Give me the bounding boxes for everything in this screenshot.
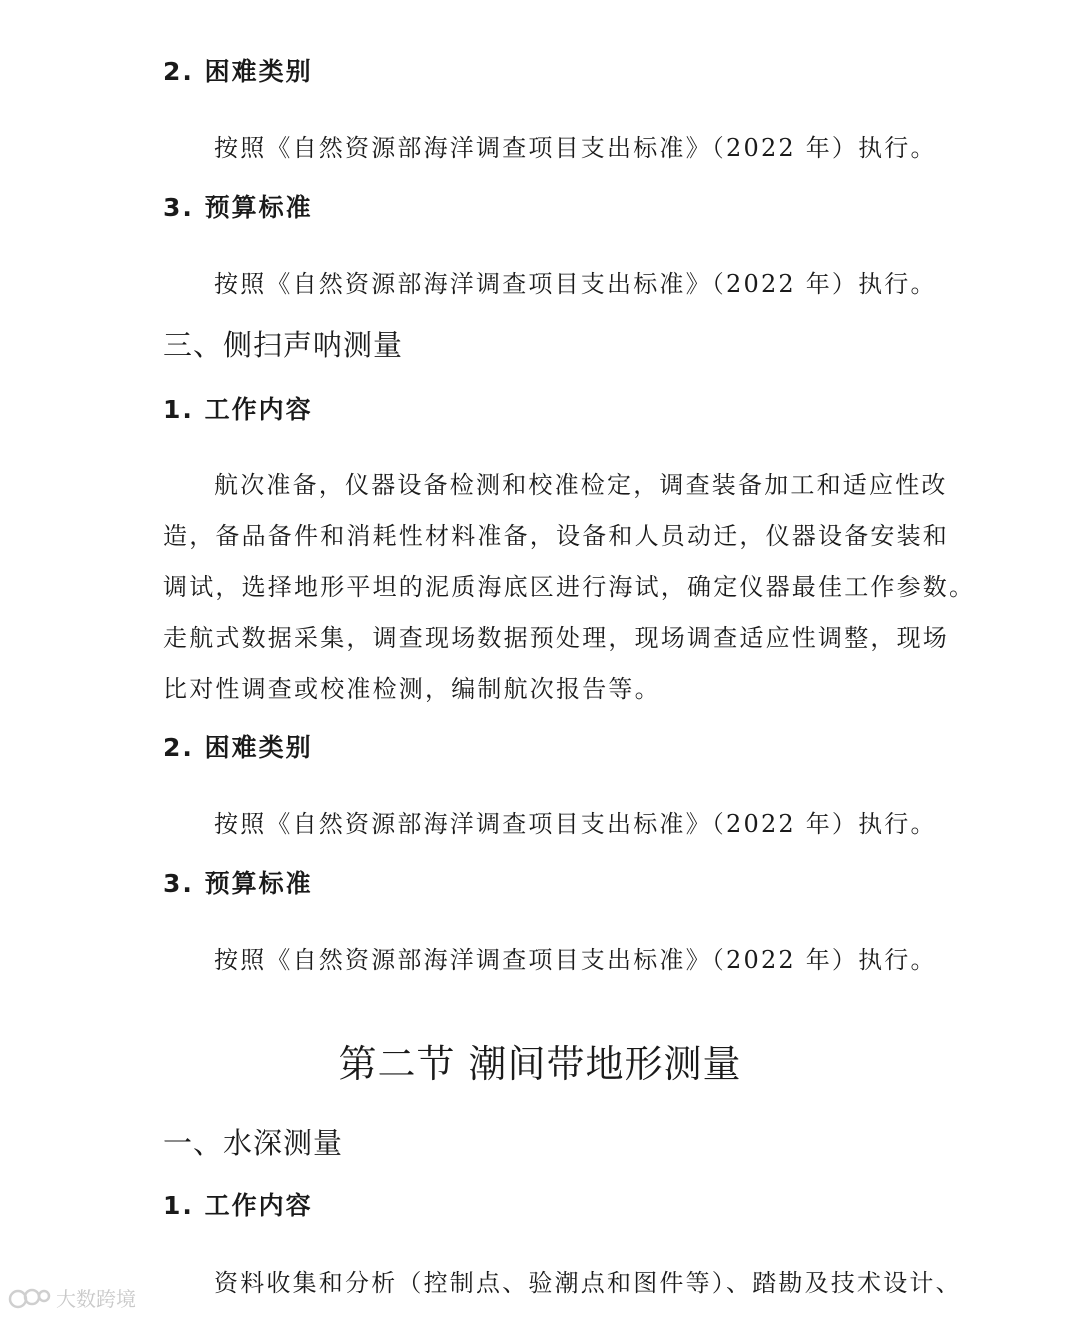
body-line: 走航式数据采集，调查现场数据预处理，现场调查适应性调整，现场 (163, 624, 949, 652)
subheading-difficulty-category: 2. 困难类别 (163, 57, 313, 86)
subheading-work-content: 1. 工作内容 (163, 395, 313, 424)
paragraph: 按照《自然资源部海洋调查项目支出标准》（2022 年）执行。 (214, 810, 937, 838)
body-line: 调试，选择地形平坦的泥质海底区进行海试，确定仪器最佳工作参数。 (163, 573, 976, 601)
subheading-budget-standard: 3. 预算标准 (163, 193, 313, 222)
watermark-text: 大数跨境 (56, 1287, 136, 1311)
watermark (8, 1283, 136, 1312)
subheading-budget-standard: 3. 预算标准 (163, 869, 313, 898)
chapter-title: 第二节 潮间带地形测量 (338, 1042, 742, 1086)
section-heading-water-depth: 一、水深测量 (163, 1126, 344, 1160)
paragraph: 资料收集和分析（控制点、验潮点和图件等）、踏勘及技术设计、 (214, 1269, 962, 1297)
subheading-work-content: 1. 工作内容 (163, 1191, 313, 1220)
body-line: 比对性调查或校准检测，编制航次报告等。 (163, 675, 661, 703)
section-heading-side-scan-sonar: 三、侧扫声呐测量 (163, 328, 404, 362)
paragraph: 按照《自然资源部海洋调查项目支出标准》（2022 年）执行。 (214, 946, 937, 974)
logo-icon (8, 1285, 52, 1311)
body-line: 航次准备，仪器设备检测和校准检定，调查装备加工和适应性改 (214, 471, 948, 499)
body-line: 造，备品备件和消耗性材料准备，设备和人员动迁，仪器设备安装和 (163, 522, 949, 550)
paragraph: 按照《自然资源部海洋调查项目支出标准》（2022 年）执行。 (214, 134, 937, 162)
subheading-difficulty-category: 2. 困难类别 (163, 733, 313, 762)
paragraph: 按照《自然资源部海洋调查项目支出标准》（2022 年）执行。 (214, 270, 937, 298)
